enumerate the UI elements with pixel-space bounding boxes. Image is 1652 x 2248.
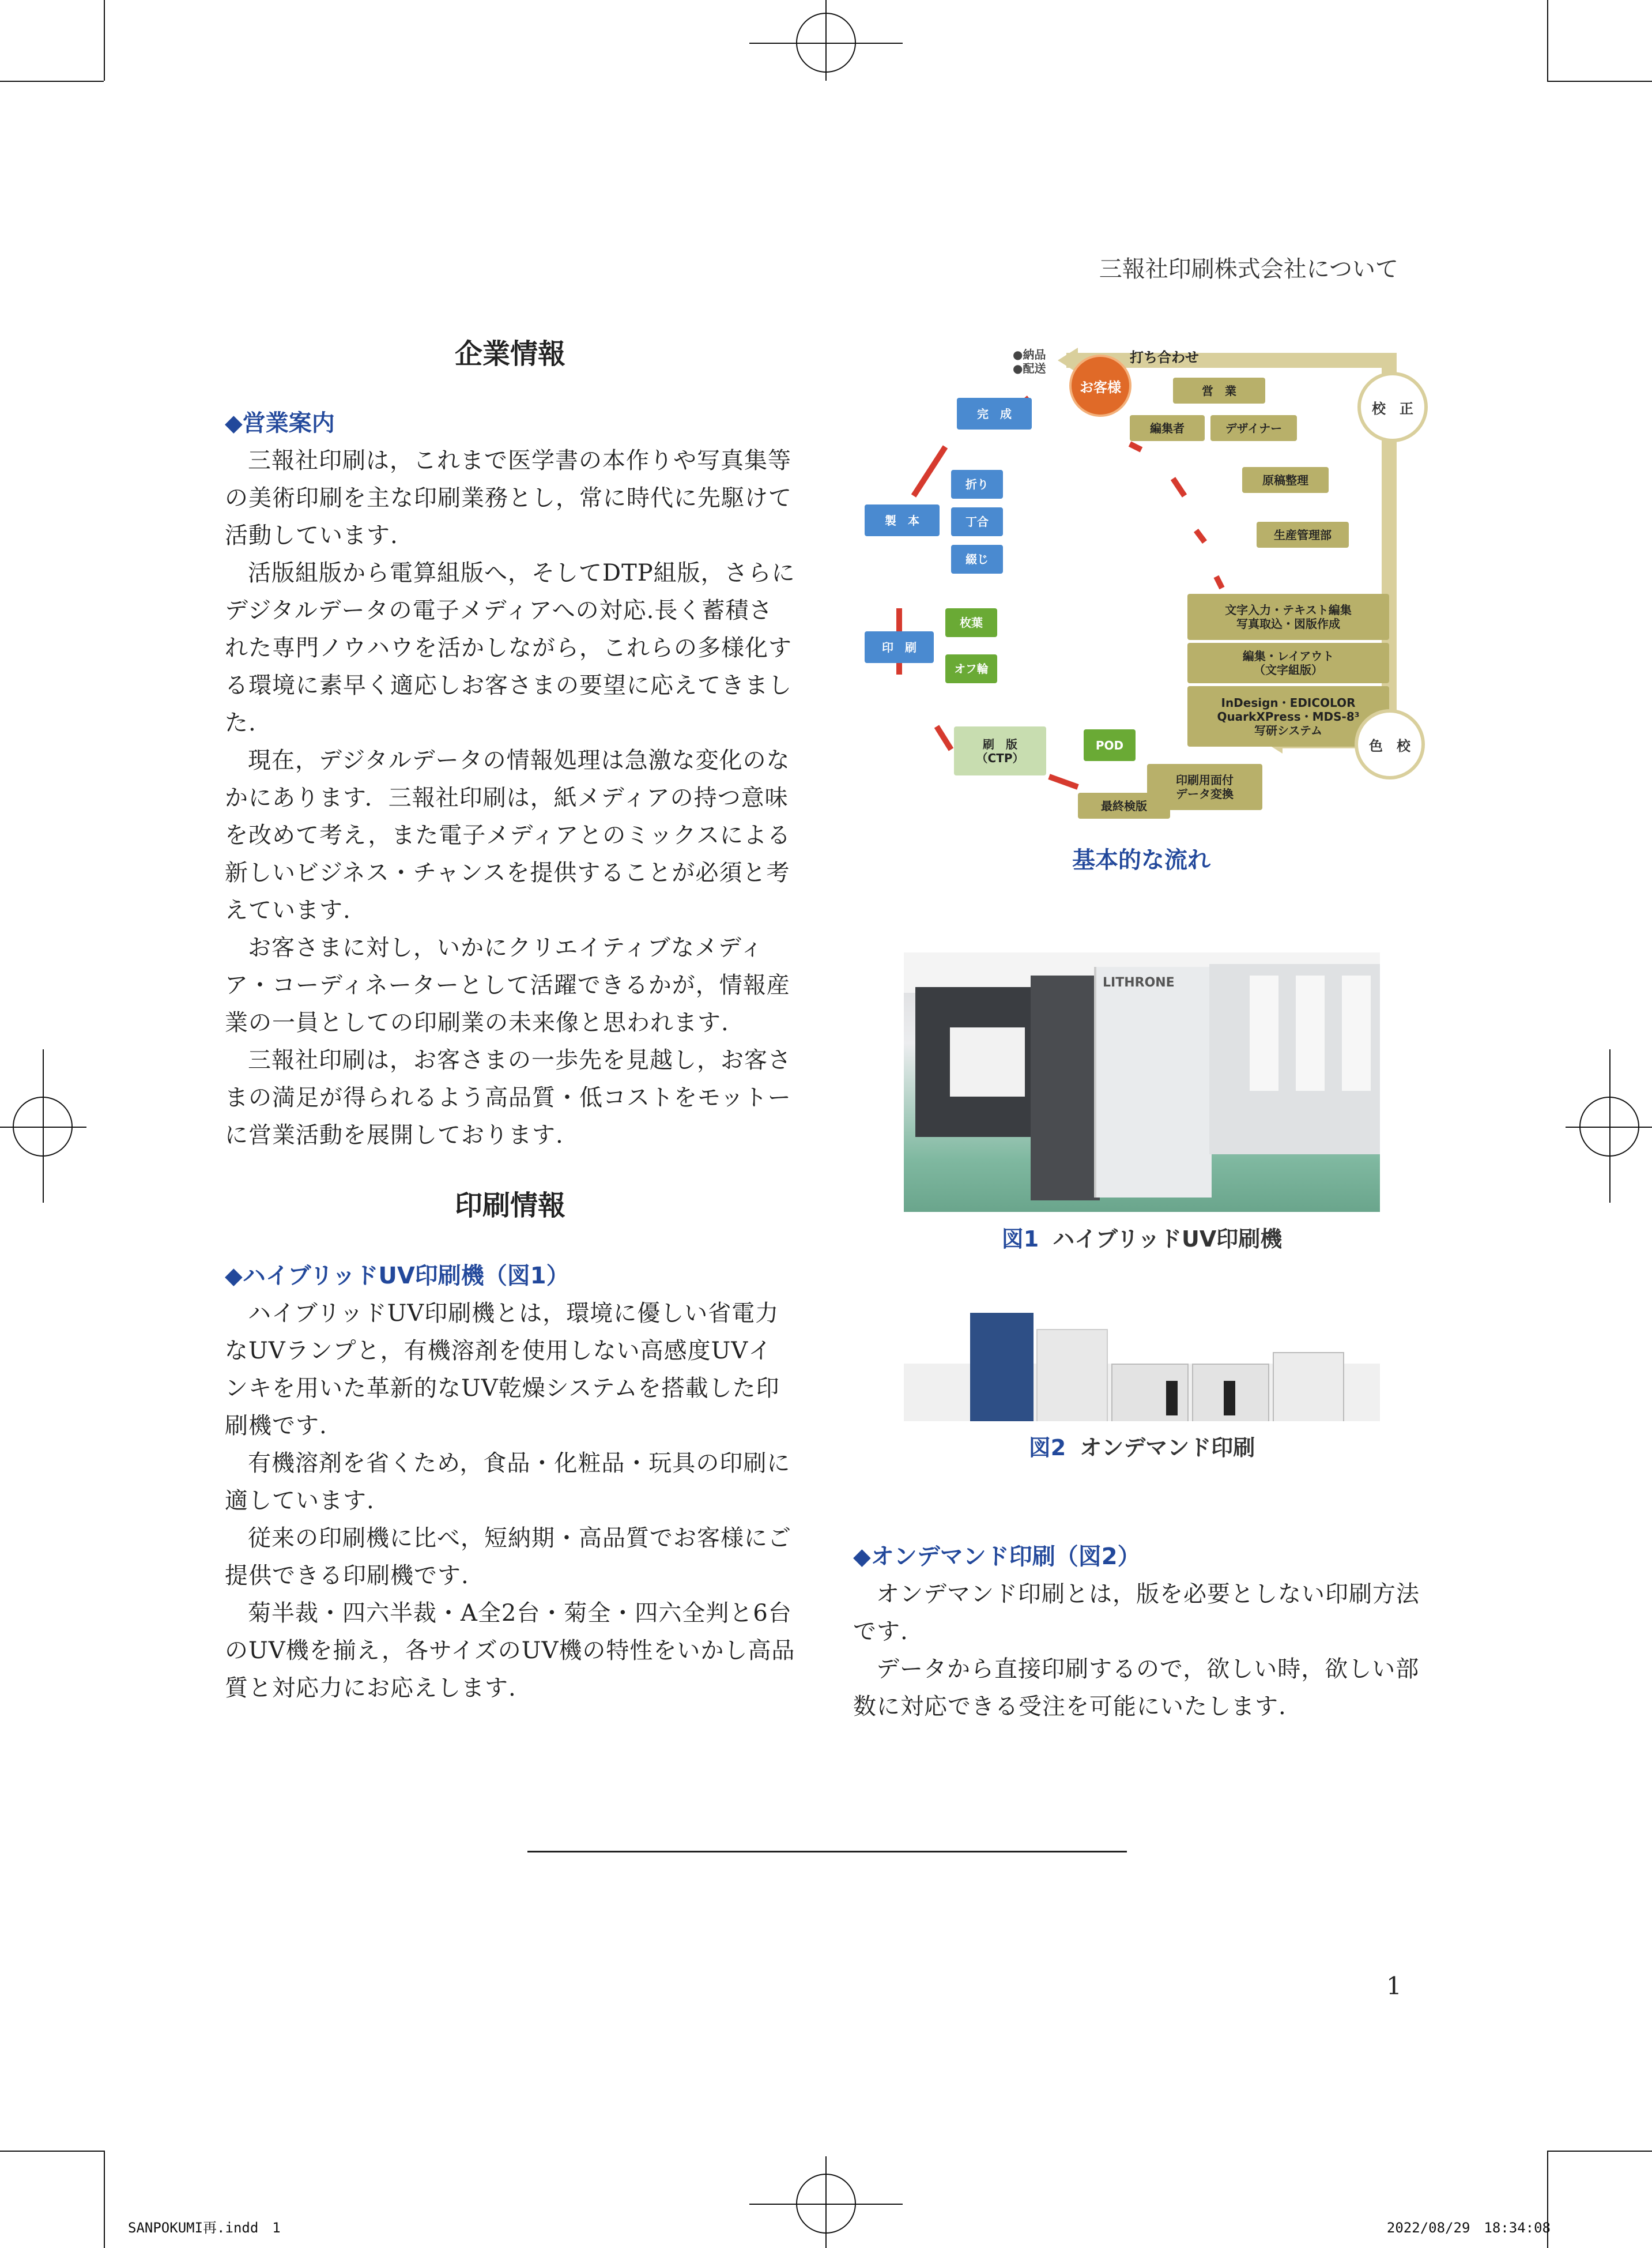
figure-reference: （図2）	[1055, 1543, 1141, 1570]
conversion-line: 印刷用面付	[1176, 773, 1234, 787]
crop-mark	[104, 2151, 105, 2248]
designer-node: デザイナー	[1210, 415, 1297, 441]
manuscript-node: 原稿整理	[1242, 467, 1329, 493]
paragraph: ハイブリッドUV印刷機とは，環境に優しい省電力なUVランプと，有機溶剤を使用しない高感度UVインキを用いた革新的なUV乾燥システムを搭載した印刷機です.	[225, 1300, 780, 1439]
production-node: 生産管理部	[1257, 522, 1349, 548]
crop-mark	[0, 2151, 104, 2152]
collate-node: 丁合	[951, 507, 1003, 536]
pod-node: POD	[1084, 729, 1136, 761]
diagram-caption: 基本的な流れ	[1072, 847, 1210, 873]
paragraph: お客さまに対し，いかにクリエイティブなメディア・コーディネーターとして活躍できるかが，情報産業の一員としての印刷業の未来像と思われます.	[225, 935, 790, 1036]
figure-number: 図2	[1028, 1435, 1066, 1460]
footer-filename: SANPOKUMI再.indd 1	[128, 2220, 281, 2236]
software-line: QuarkXPress・MDS-8³	[1217, 709, 1360, 724]
crop-mark	[0, 81, 104, 82]
figure1-caption	[904, 1221, 1380, 1253]
meeting-label: 打ち合わせ	[1130, 349, 1199, 366]
paragraph: 活版組版から電算組版へ，そしてDTP組版，さらにデジタルデータの電子メディアへの対応.長く蓄積された専門ノウハウを活かしながら，これらの多様化する環境に素早く適応しお客さまの要望に応えてきました.	[225, 560, 795, 736]
on-demand-press-photo	[904, 1312, 1380, 1421]
figure-number: 図1	[1001, 1226, 1039, 1252]
paragraph: オンデマンド印刷とは，版を必要としない印刷方法です.	[853, 1581, 1420, 1645]
registration-line	[825, 0, 827, 81]
crop-mark	[1547, 81, 1652, 82]
registration-line	[825, 2156, 827, 2248]
paragraph: 有機溶剤を省くため，食品・化粧品・玩具の印刷に適しています.	[225, 1450, 791, 1514]
hybrid-uv-press-photo	[904, 952, 1380, 1212]
figure-title: ハイブリッドUV印刷機	[1053, 1226, 1283, 1252]
figure2-caption	[904, 1430, 1380, 1462]
plate-node	[954, 726, 1046, 775]
input-line: 文字入力・テキスト編集	[1225, 603, 1352, 617]
paragraph: 現在，デジタルデータの情報処理は急激な変化のなかにあります．三報社印刷は，紙メディアの持つ意味を改めて考え，また電子メディアとのミックスによる新しいビジネス・チャンスを提供することが必須と考えています.	[225, 747, 791, 924]
sheet-node: 枚葉	[945, 608, 997, 637]
section-title-company: 企業情報	[454, 338, 565, 370]
input-line: 写真取込・図版作成	[1236, 617, 1340, 631]
complete-node: 完 成	[957, 398, 1032, 430]
sales-node: 営 業	[1173, 378, 1265, 404]
plate-line: 刷 版	[983, 737, 1017, 751]
software-line: InDesign・EDICOLOR	[1221, 695, 1356, 710]
input-node	[1187, 594, 1389, 640]
bind-node: 綴じ	[951, 545, 1003, 574]
layout-line: 編集・レイアウト	[1242, 649, 1334, 663]
editor-node: 編集者	[1130, 415, 1205, 441]
workflow-diagram	[859, 343, 1430, 845]
offset-node: オフ輪	[945, 654, 997, 683]
final-check-node: 最終検版	[1078, 793, 1170, 819]
right-column	[853, 1538, 1435, 1726]
press-brand: LITHRONE	[1103, 976, 1175, 990]
plate-line: （CTP）	[976, 751, 1024, 765]
fold-node: 折り	[951, 470, 1003, 499]
binding-node: 製 本	[865, 504, 940, 536]
figure-reference: （図1）	[484, 1263, 569, 1289]
proof-node: 校 正	[1357, 372, 1428, 442]
section-title-printing: 印刷情報	[454, 1189, 565, 1222]
paragraph: データから直接印刷するので，欲しい時，欲しい部数に対応できる受注を可能にいたします.	[853, 1656, 1420, 1720]
color-proof-node: 色 校	[1355, 709, 1425, 780]
subhead-text: ◆オンデマンド印刷	[853, 1543, 1055, 1570]
layout-line: （文字組版）	[1254, 663, 1323, 677]
running-header: 三報社印刷株式会社について	[1099, 256, 1398, 283]
software-line: 写研システム	[1254, 723, 1322, 737]
registration-line	[1566, 1127, 1652, 1128]
bottom-rule	[527, 1851, 1127, 1852]
crop-mark	[104, 0, 105, 81]
subhead-on-demand	[853, 1538, 1435, 1571]
shipping-label: ●配送	[1013, 362, 1046, 375]
registration-line	[43, 1049, 44, 1203]
registration-line	[1609, 1049, 1610, 1203]
paragraph: 三報社印刷は，これまで医学書の本作りや写真集等の美術印刷を主な印刷業務とし，常に時代に先駆けて活動しています.	[225, 447, 792, 549]
layout-node	[1187, 643, 1389, 683]
left-column	[225, 332, 795, 1707]
figure-title: オンデマンド印刷	[1080, 1435, 1255, 1460]
paragraph: 三報社印刷は，お客さまの一歩先を見越し，お客さまの満足が得られるよう高品質・低コストをモットーに営業活動を展開しております.	[225, 1047, 791, 1149]
delivery-label: ●納品	[1013, 348, 1046, 362]
conversion-line: データ変換	[1176, 787, 1234, 801]
subhead-hybrid-uv	[225, 1257, 795, 1290]
footer-timestamp: 2022/08/29 18:34:08	[1386, 2220, 1551, 2236]
page-number: 1	[1386, 1972, 1402, 2000]
crop-mark	[1547, 0, 1548, 81]
paragraph: 菊半裁・四六半裁・A全2台・菊全・四六全判と6台のUV機を揃え，各サイズのUV機の特性をいかし高品質と対応力にお応えします.	[225, 1600, 795, 1701]
subhead-text: ◆ハイブリッドUV印刷機	[225, 1263, 484, 1289]
paragraph: 従来の印刷機に比べ，短納期・高品質でお客様にご提供できる印刷機です.	[225, 1525, 791, 1589]
crop-mark	[1547, 2151, 1652, 2152]
subhead-business: ◆営業案内	[225, 410, 335, 436]
print-node: 印 刷	[865, 631, 934, 663]
customer-node: お客様	[1069, 355, 1131, 417]
